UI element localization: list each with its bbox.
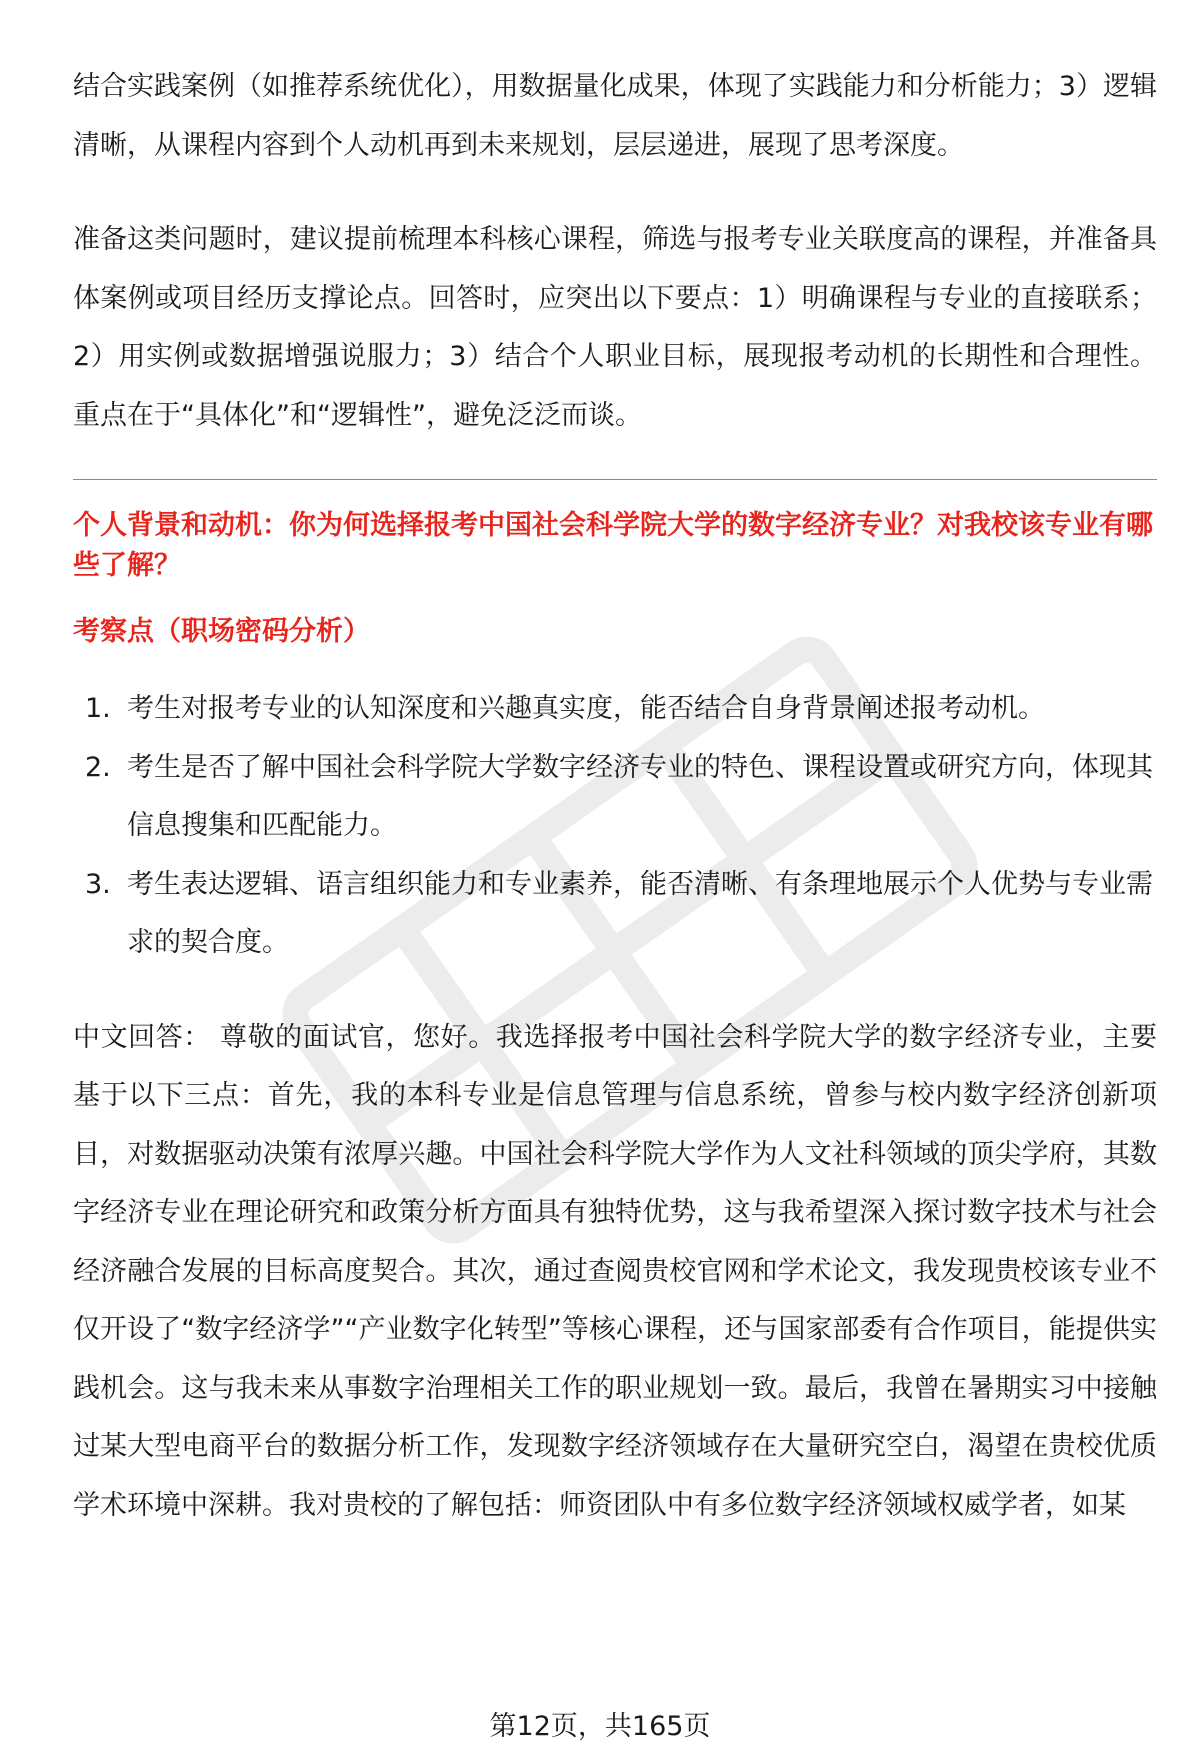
document-content <box>73 58 1157 1535</box>
page-number-footer: 第12页，共165页 <box>489 1711 711 1742</box>
list-item-text: 考生是否了解中国社会科学院大学数字经济专业的特色、课程设置或研究方向，体现其信息搜集和匹配能力。 <box>127 751 1153 841</box>
list-item-number: 3. <box>85 868 111 900</box>
list-item-text: 考生表达逻辑、语言组织能力和专业素养，能否清晰、有条理地展示个人优势与专业需求的契合度。 <box>127 868 1153 958</box>
assessment-points-list <box>73 680 1157 973</box>
list-item <box>73 856 1157 973</box>
list-item-number: 1. <box>85 693 111 724</box>
paragraph-analysis: 结合实践案例（如推荐系统优化），用数据量化成果，体现了实践能力和分析能力；3）逻辑清晰，从课程内容到个人动机再到未来规划，层层递进，展现了思考深度。 <box>73 71 1157 161</box>
list-item-text: 考生对报考专业的认知深度和兴趣真实度，能否结合自身背景阐述报考动机。 <box>127 693 1045 724</box>
list-item <box>73 680 1157 739</box>
list-item-number: 2. <box>85 751 111 783</box>
question-title: 个人背景和动机：你为何选择报考中国社会科学院大学的数字经济专业？对我校该专业有哪些了解？ <box>73 510 1153 581</box>
answer-paragraph: 中文回答： 尊敬的面试官，您好。我选择报考中国社会科学院大学的数字经济专业，主要基于以下三点：首先，我的本科专业是信息管理与信息系统，曾参与校内数字经济创新项目，对数据驱动决策有浓厚兴趣。中国社会科学院大学作为人文社科领域的顶尖学府，其数字经济专业在理论研究和政策分析方面具有独特优势，这与我希望深入探讨数字技术与社会经济融合发展的目标高度契合。其次，通过查阅贵校官网和学术论文，我发现贵校该专业不仅开设了“数字经济学”“产业数字化转型”等核心课程，还与国家部委有合作项目，能提供实践机会。这与我未来从事数字治理相关工作的职业规划一致。最后，我曾在暑期实习中接触过某大型电商平台的数据分析工作，发现数字经济领域存在大量研究空白，渴望在贵校优质学术环境中深耕。我对贵校的了解包括：师资团队中有多位数字经济领域权威学者，如某 <box>73 1021 1157 1521</box>
list-item <box>73 739 1157 856</box>
section-divider <box>73 479 1157 480</box>
paragraph-preparation-advice: 准备这类问题时，建议提前梳理本科核心课程，筛选与报考专业关联度高的课程，并准备具体案例或项目经历支撑论点。回答时，应突出以下要点：1）明确课程与专业的直接联系；2）用实例或数据增强说服力；3）结合个人职业目标，展现报考动机的长期性和合理性。重点在于“具体化”和“逻辑性”，避免泛泛而谈。 <box>73 224 1157 431</box>
assessment-points-title: 考察点（职场密码分析） <box>73 616 370 647</box>
